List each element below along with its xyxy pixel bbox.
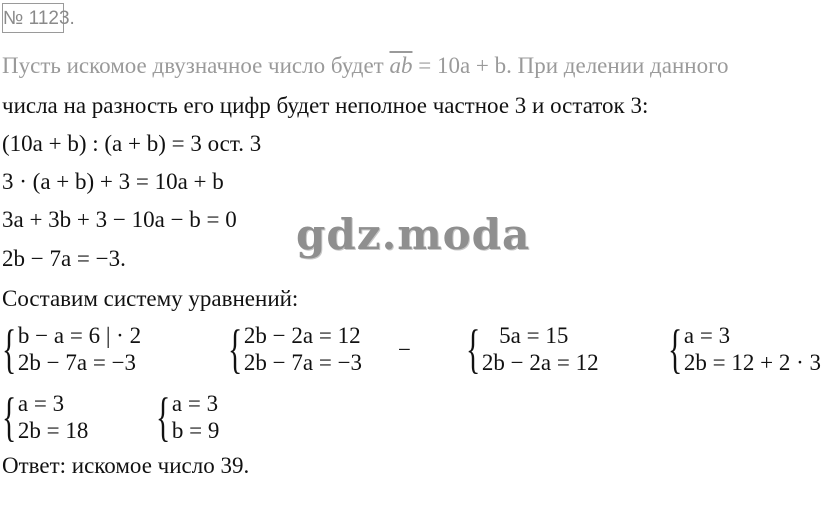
equation-3: 3a + 3b + 3 − 10a − b = 0 [2, 207, 237, 232]
system-2-top: 2b − 2a = 12 [243, 323, 361, 348]
answer: Ответ: искомое число 39. [2, 453, 250, 478]
brace-icon: { [2, 319, 17, 379]
system-6 [156, 387, 220, 447]
equation-4: 2b − 7a = −3. [2, 246, 126, 271]
system-4-bottom: 2b = 12 + 2 · 3 [683, 350, 822, 375]
system-1 [2, 319, 142, 379]
system-intro: Составим систему уравнений: [2, 286, 299, 311]
brace-icon: { [156, 387, 171, 447]
system-5 [2, 387, 89, 447]
solution-line-2: числа на разность его цифр будет неполное частное 3 и остаток 3: [2, 93, 649, 118]
two-digit-number-notation: $\overline{ab}$ [389, 53, 413, 78]
system-4 [668, 319, 822, 379]
equation-2: 3 · (a + b) + 3 = 10a + b [2, 169, 224, 194]
equation-1: (10a + b) : (a + b) = 3 ост. 3 [2, 131, 262, 156]
subtract-operator: − [398, 337, 411, 362]
line1-text-before: Пусть искомое двузначное число будет [2, 53, 390, 78]
system-2 [228, 319, 363, 379]
system-3-top: 5a = 15 [481, 323, 569, 348]
system-1-top: b − a = 6 | · 2 [17, 323, 142, 348]
watermark: gdz.moda [296, 210, 531, 259]
brace-icon: { [2, 387, 17, 447]
system-3-bottom: 2b − 2a = 12 [481, 350, 599, 375]
system-3 [466, 319, 599, 379]
line1-text-after: = 10a + b. При делении данного [412, 53, 729, 78]
system-5-top: a = 3 [17, 391, 65, 416]
system-5-bottom: 2b = 18 [17, 418, 89, 443]
system-1-bottom: 2b − 7a = −3 [17, 350, 137, 375]
solution-line-1 [2, 52, 728, 80]
brace-icon: { [668, 319, 683, 379]
brace-icon: { [466, 319, 481, 379]
system-6-bottom: b = 9 [171, 418, 220, 443]
system-6-top: a = 3 [171, 391, 219, 416]
system-2-bottom: 2b − 7a = −3 [243, 350, 363, 375]
task-number-badge: № 1123. [2, 3, 64, 33]
brace-icon: { [228, 319, 243, 379]
system-4-top: a = 3 [683, 323, 731, 348]
